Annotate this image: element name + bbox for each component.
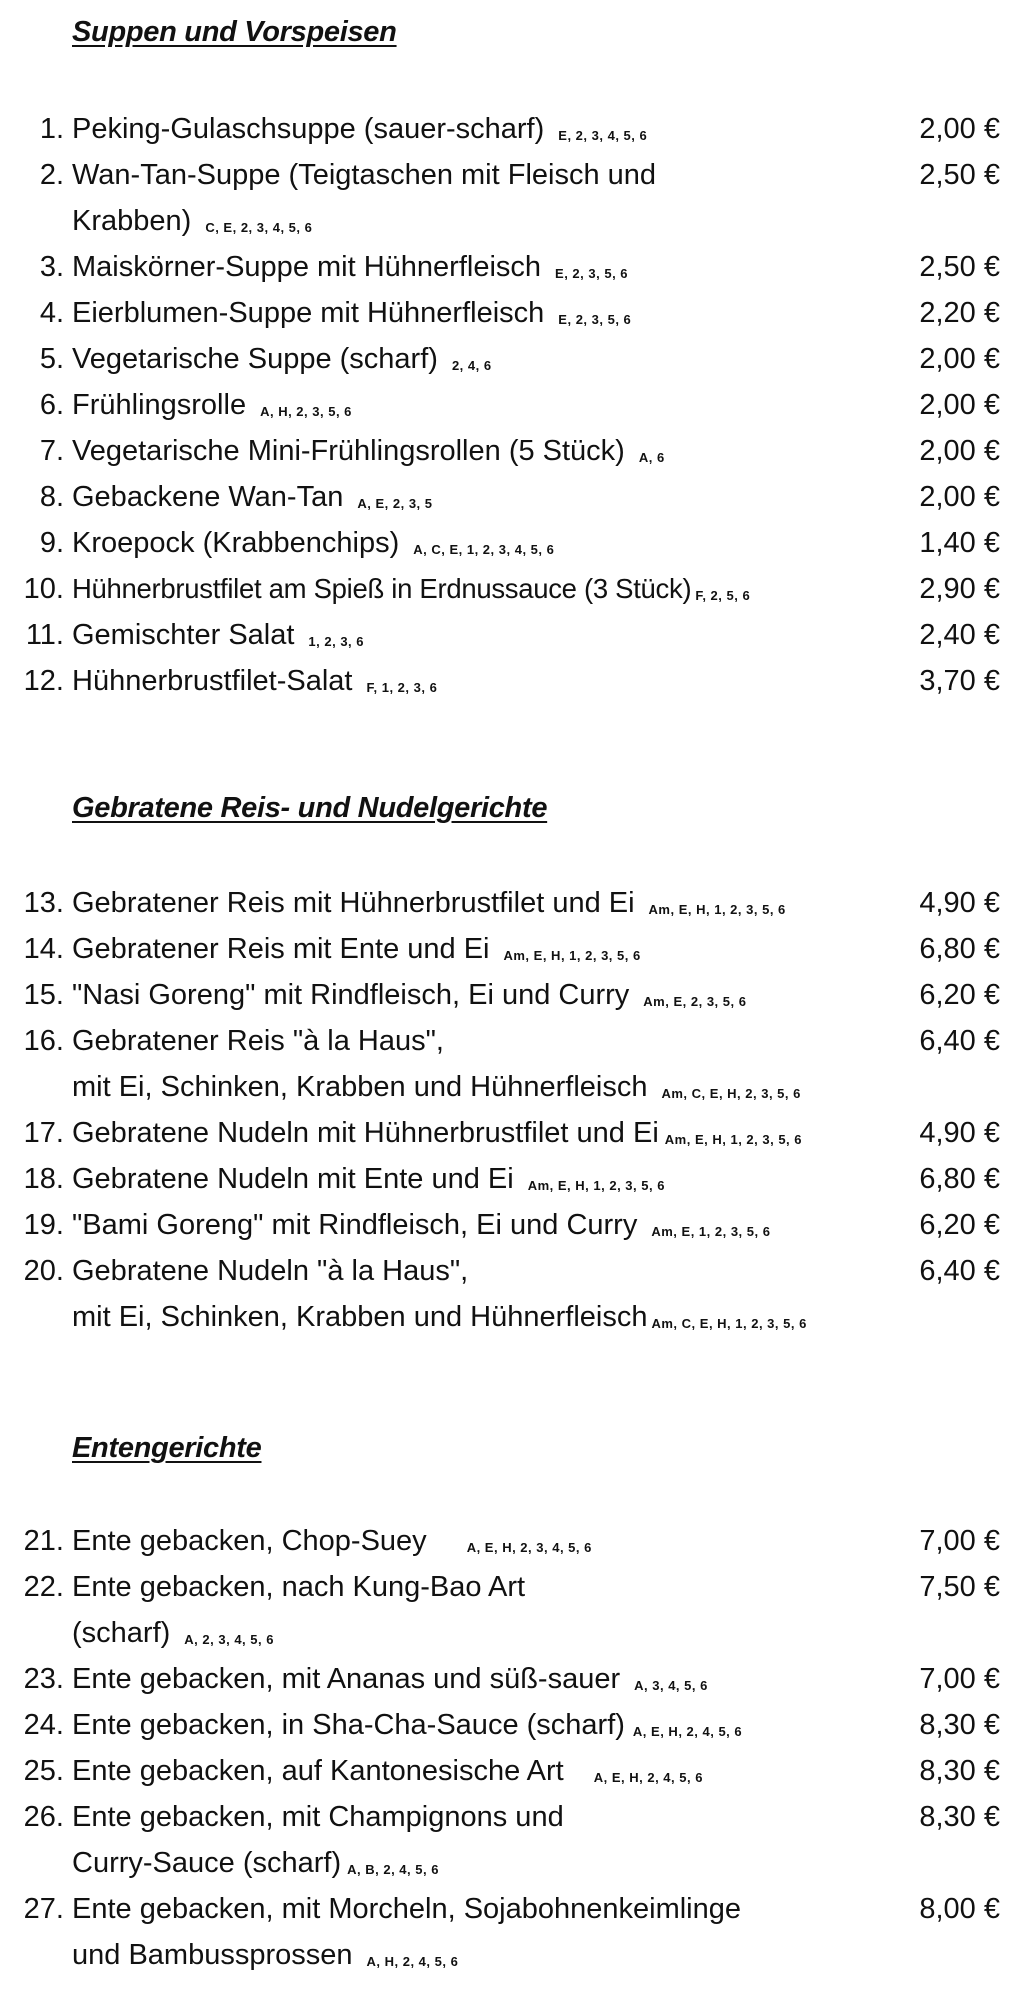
item-name-text: Gemischter Salat bbox=[72, 619, 295, 651]
item-name: Gebratener Reis "à la Haus", bbox=[72, 1025, 444, 1057]
item-number: 1. bbox=[39, 113, 64, 145]
item-price: 6,80 € bbox=[919, 1163, 1000, 1195]
item-price: 8,00 € bbox=[919, 1893, 1000, 1925]
item-number: 9. bbox=[39, 527, 64, 559]
item-number: 4. bbox=[39, 297, 64, 329]
item-number: 23. bbox=[23, 1663, 64, 1695]
allergen-codes: A, E, H, 2, 3, 4, 5, 6 bbox=[466, 1540, 592, 1555]
allergen-codes: A, H, 2, 4, 5, 6 bbox=[366, 1954, 459, 1969]
item-price: 2,00 € bbox=[919, 481, 1000, 513]
allergen-codes: A, 6 bbox=[638, 450, 665, 465]
item-price: 8,30 € bbox=[919, 1801, 1000, 1833]
item-number: 10. bbox=[23, 573, 64, 605]
item-price: 6,20 € bbox=[919, 1209, 1000, 1241]
allergen-codes: E, 2, 3, 5, 6 bbox=[555, 266, 629, 281]
item-number: 22. bbox=[23, 1571, 64, 1603]
item-number: 15. bbox=[23, 979, 64, 1011]
item-number: 6. bbox=[39, 389, 64, 421]
item-price: 2,40 € bbox=[919, 619, 1000, 651]
item-name-text: Gebackene Wan-Tan bbox=[72, 481, 344, 513]
item-price: 1,40 € bbox=[919, 527, 1000, 559]
item-number: 17. bbox=[23, 1117, 64, 1149]
item-name-text: Frühlingsrolle bbox=[72, 389, 247, 421]
item-number: 11. bbox=[25, 619, 64, 651]
item-price: 6,80 € bbox=[919, 933, 1000, 965]
item-name-text: Kroepock (Krabbenchips) bbox=[72, 527, 400, 559]
allergen-codes: 1, 2, 3, 6 bbox=[308, 634, 365, 649]
item-price: 2,00 € bbox=[919, 113, 1000, 145]
item-number: 7. bbox=[39, 435, 64, 467]
item-name-text: mit Ei, Schinken, Krabben und Hühnerfleisch bbox=[72, 1071, 648, 1103]
item-price: 6,40 € bbox=[919, 1255, 1000, 1287]
allergen-codes: F, 1, 2, 3, 6 bbox=[366, 680, 438, 695]
item-name: Ente gebacken, nach Kung-Bao Art bbox=[72, 1571, 526, 1603]
item-number: 27. bbox=[23, 1893, 64, 1925]
allergen-codes: F, 2, 5, 6 bbox=[695, 588, 751, 603]
item-name-text: mit Ei, Schinken, Krabben und Hühnerfleisch bbox=[72, 1301, 648, 1333]
item-number: 18. bbox=[23, 1163, 64, 1195]
allergen-codes: Am, E, 1, 2, 3, 5, 6 bbox=[651, 1224, 771, 1239]
item-name-text: Gebratener Reis mit Ente und Ei bbox=[72, 933, 490, 965]
item-price: 2,00 € bbox=[919, 343, 1000, 375]
item-price: 2,50 € bbox=[919, 251, 1000, 283]
item-name-text: Ente gebacken, auf Kantonesische Art bbox=[72, 1755, 564, 1787]
allergen-codes: Am, E, 2, 3, 5, 6 bbox=[643, 994, 747, 1009]
item-number: 24. bbox=[23, 1709, 64, 1741]
item-price: 3,70 € bbox=[919, 665, 1000, 697]
item-price: 2,90 € bbox=[919, 573, 1000, 605]
item-price: 7,00 € bbox=[919, 1663, 1000, 1695]
section-title-entengerichte: Entengerichte bbox=[72, 1432, 262, 1464]
item-price: 2,00 € bbox=[919, 435, 1000, 467]
section-title-suppen: Suppen und Vorspeisen bbox=[72, 16, 397, 48]
allergen-codes: A, E, 2, 3, 5 bbox=[357, 496, 433, 511]
item-number: 12. bbox=[23, 665, 64, 697]
allergen-codes: 2, 4, 6 bbox=[451, 358, 492, 373]
allergen-codes: A, 2, 3, 4, 5, 6 bbox=[184, 1632, 274, 1647]
item-name-text: "Nasi Goreng" mit Rindfleisch, Ei und Curry bbox=[72, 979, 630, 1011]
item-price: 4,90 € bbox=[919, 1117, 1000, 1149]
item-number: 14. bbox=[23, 933, 64, 965]
item-name: Ente gebacken, mit Champignons und bbox=[72, 1801, 564, 1833]
item-name-text: Vegetarische Mini-Frühlingsrollen (5 Stück) bbox=[72, 435, 625, 467]
item-number: 21. bbox=[23, 1525, 64, 1557]
item-name bbox=[72, 658, 437, 711]
item-number: 26. bbox=[23, 1801, 64, 1833]
item-name: Gebratene Nudeln "à la Haus", bbox=[72, 1255, 469, 1287]
section-title-reis-nudeln: Gebratene Reis- und Nudelgerichte bbox=[72, 792, 548, 824]
item-name-text: Gebratener Reis mit Hühnerbrustfilet und Ei bbox=[72, 887, 635, 919]
item-name-text: Gebratene Nudeln mit Hühnerbrustfilet und Ei bbox=[72, 1117, 659, 1149]
item-name-text: "Bami Goreng" mit Rindfleisch, Ei und Curry bbox=[72, 1209, 638, 1241]
item-number: 3. bbox=[39, 251, 64, 283]
item-number: 20. bbox=[23, 1255, 64, 1287]
item-name-text: Gebratene Nudeln mit Ente und Ei bbox=[72, 1163, 514, 1195]
allergen-codes: Am, E, H, 1, 2, 3, 5, 6 bbox=[527, 1178, 665, 1193]
item-name-text: Peking-Gulaschsuppe (sauer-scharf) bbox=[72, 113, 545, 145]
allergen-codes: Am, E, H, 1, 2, 3, 5, 6 bbox=[664, 1132, 803, 1147]
item-name-text: Vegetarische Suppe (scharf) bbox=[72, 343, 438, 375]
item-name-text: Ente gebacken, in Sha-Cha-Sauce (scharf) bbox=[72, 1709, 625, 1741]
item-name-text: Ente gebacken, mit Ananas und süß-sauer bbox=[72, 1663, 621, 1695]
item-price: 6,40 € bbox=[919, 1025, 1000, 1057]
allergen-codes: A, E, H, 2, 4, 5, 6 bbox=[593, 1770, 703, 1785]
item-number: 13. bbox=[23, 887, 64, 919]
allergen-codes: A, C, E, 1, 2, 3, 4, 5, 6 bbox=[413, 542, 555, 557]
item-number: 19. bbox=[23, 1209, 64, 1241]
allergen-codes: E, 2, 3, 5, 6 bbox=[558, 312, 632, 327]
item-price: 8,30 € bbox=[919, 1755, 1000, 1787]
allergen-codes: Am, E, H, 1, 2, 3, 5, 6 bbox=[503, 948, 641, 963]
item-name-text: Curry-Sauce (scharf) bbox=[72, 1847, 342, 1879]
item-number: 5. bbox=[39, 343, 64, 375]
item-price: 2,20 € bbox=[919, 297, 1000, 329]
item-name: Ente gebacken, mit Morcheln, Sojabohnenkeimlinge bbox=[72, 1893, 742, 1925]
item-name-text: Ente gebacken, Chop-Suey bbox=[72, 1525, 427, 1557]
allergen-codes: Am, C, E, H, 2, 3, 5, 6 bbox=[661, 1086, 801, 1101]
item-name-text: und Bambussprossen bbox=[72, 1939, 353, 1971]
item-price: 7,00 € bbox=[919, 1525, 1000, 1557]
item-name-text: (scharf) bbox=[72, 1617, 171, 1649]
allergen-codes: A, B, 2, 4, 5, 6 bbox=[347, 1862, 439, 1877]
item-name-continued bbox=[72, 1932, 458, 1985]
item-name-text: Hühnerbrustfilet am Spieß in Erdnussauce (3 Stück) bbox=[72, 573, 692, 604]
item-number: 25. bbox=[23, 1755, 64, 1787]
item-number: 2. bbox=[39, 159, 64, 191]
allergen-codes: A, E, H, 2, 4, 5, 6 bbox=[632, 1724, 743, 1739]
allergen-codes: A, H, 2, 3, 5, 6 bbox=[260, 404, 352, 419]
item-price: 2,00 € bbox=[919, 389, 1000, 421]
item-price: 4,90 € bbox=[919, 887, 1000, 919]
allergen-codes: Am, E, H, 1, 2, 3, 5, 6 bbox=[648, 902, 786, 917]
item-name-text: Maiskörner-Suppe mit Hühnerfleisch bbox=[72, 251, 542, 283]
item-number: 8. bbox=[39, 481, 64, 513]
allergen-codes: E, 2, 3, 4, 5, 6 bbox=[558, 128, 648, 143]
item-price: 7,50 € bbox=[919, 1571, 1000, 1603]
allergen-codes: C, E, 2, 3, 4, 5, 6 bbox=[205, 220, 313, 235]
item-number: 16. bbox=[23, 1025, 64, 1057]
item-price: 2,50 € bbox=[919, 159, 1000, 191]
item-name-text: Krabben) bbox=[72, 205, 192, 237]
allergen-codes: A, 3, 4, 5, 6 bbox=[634, 1678, 708, 1693]
item-name: Wan-Tan-Suppe (Teigtaschen mit Fleisch und bbox=[72, 159, 657, 191]
item-name-text: Eierblumen-Suppe mit Hühnerfleisch bbox=[72, 297, 545, 329]
item-price: 6,20 € bbox=[919, 979, 1000, 1011]
item-name-text: Hühnerbrustfilet-Salat bbox=[72, 665, 353, 697]
allergen-codes: Am, C, E, H, 1, 2, 3, 5, 6 bbox=[651, 1316, 807, 1331]
item-price: 8,30 € bbox=[919, 1709, 1000, 1741]
item-name-continued bbox=[72, 1294, 807, 1347]
